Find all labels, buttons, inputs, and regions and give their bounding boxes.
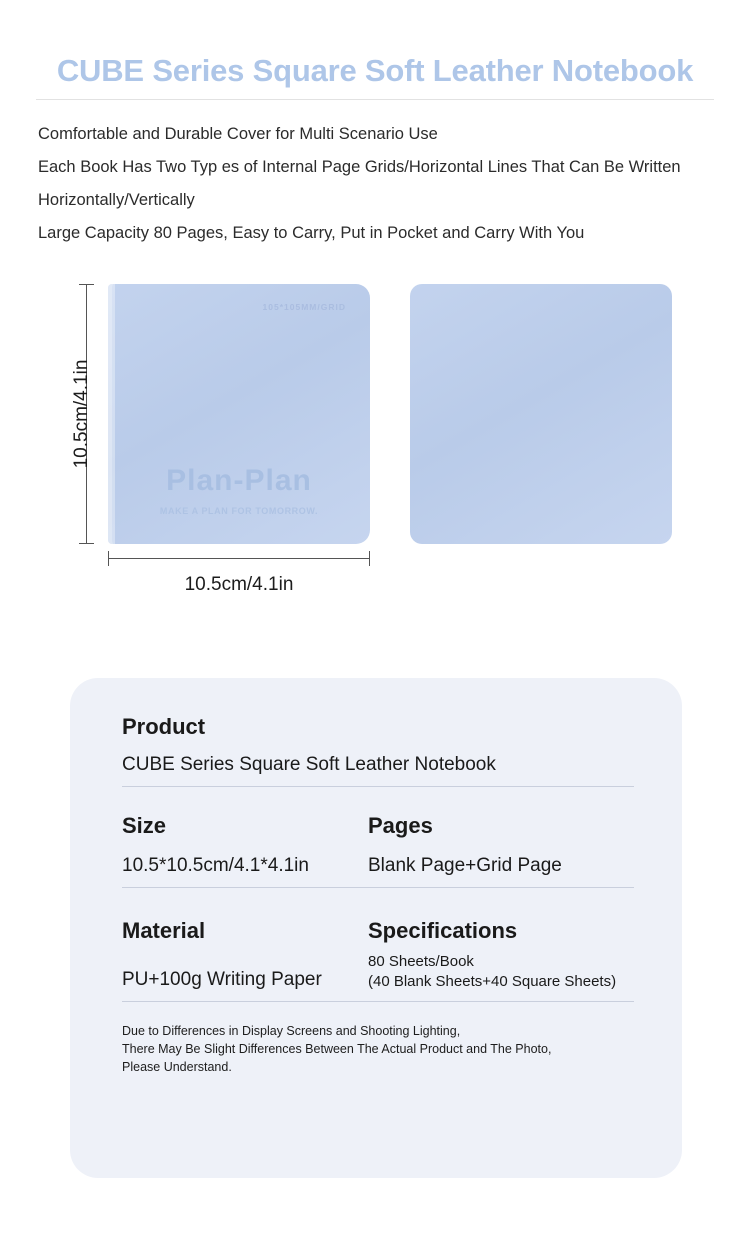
disclaimer-line: Due to Differences in Display Screens and Shooting Lighting, [122,1024,461,1038]
dimension-height-cap-top [79,284,94,285]
spec-label-specifications: Specifications [368,918,518,943]
dimension-width-cap-right [369,551,370,566]
disclaimer-line: There May Be Slight Differences Between The Actual Product and The Photo, [122,1042,552,1057]
dimension-height-label: 10.5cm/4.1in [71,359,92,469]
spec-col-specifications-value [368,952,634,991]
spec-label-product: Product [122,714,206,739]
spec-value-specifications-line1: 80 Sheets/Book [368,953,474,970]
spec-col-pages [368,813,634,877]
spec-label-size: Size [122,813,167,838]
spec-label-pages: Pages [368,813,433,838]
dimension-width [108,558,370,608]
disclaimer-note [122,1022,634,1076]
dimension-width-line [108,558,370,559]
notebook-front-cover-image [108,284,370,544]
spec-value-pages: Blank Page+Grid Page [368,855,562,876]
disclaimer-line: Please Understand. [122,1060,232,1075]
spec-col-specifications-label [368,918,634,944]
specification-card [70,678,682,1178]
page-title: CUBE Series Square Soft Leather Notebook [56,53,694,88]
spec-col-size [122,813,368,877]
spec-divider-size-pages [122,887,634,888]
page-header [0,0,750,100]
description-line: Horizontally/Vertically [38,191,195,210]
description-block [0,118,750,250]
dimension-height [64,284,98,544]
spec-value-product: CUBE Series Square Soft Leather Notebook [122,754,496,775]
spec-row-size-pages [122,813,634,877]
dimension-width-label: 10.5cm/4.1in [184,574,294,596]
description-line: Each Book Has Two Typ es of Internal Page Grids/Horizontal Lines That Can Be Written [38,158,681,177]
dimension-width-cap-left [108,551,109,566]
notebook-spine [108,284,115,544]
dimension-height-cap-bottom [79,543,94,544]
cover-subtitle-text: MAKE A PLAN FOR TOMORROW. [159,506,319,517]
spec-divider-material [122,1001,634,1002]
title-divider [36,99,714,100]
description-line: Comfortable and Durable Cover for Multi Scenario Use [38,125,438,144]
spec-row-material-specifications [122,918,634,991]
spec-value-material: PU+100g Writing Paper [122,969,322,990]
spec-col-material-value [122,955,368,991]
description-line: Large Capacity 80 Pages, Easy to Carry, Put in Pocket and Carry With You [38,224,585,243]
spec-divider-product [122,786,634,787]
spec-col-material-label [122,918,368,944]
spec-value-size: 10.5*10.5cm/4.1*4.1in [122,855,309,876]
cover-brand-text: Plan-Plan [166,464,312,498]
notebook-back-cover-image [410,284,672,544]
spec-row-product [122,714,634,787]
cover-top-text: 105*105MM/GRID [262,302,346,313]
product-photo-area [0,276,750,636]
spec-value-specifications-line2: (40 Blank Sheets+40 Square Sheets) [368,972,617,990]
spec-label-material: Material [122,918,206,943]
